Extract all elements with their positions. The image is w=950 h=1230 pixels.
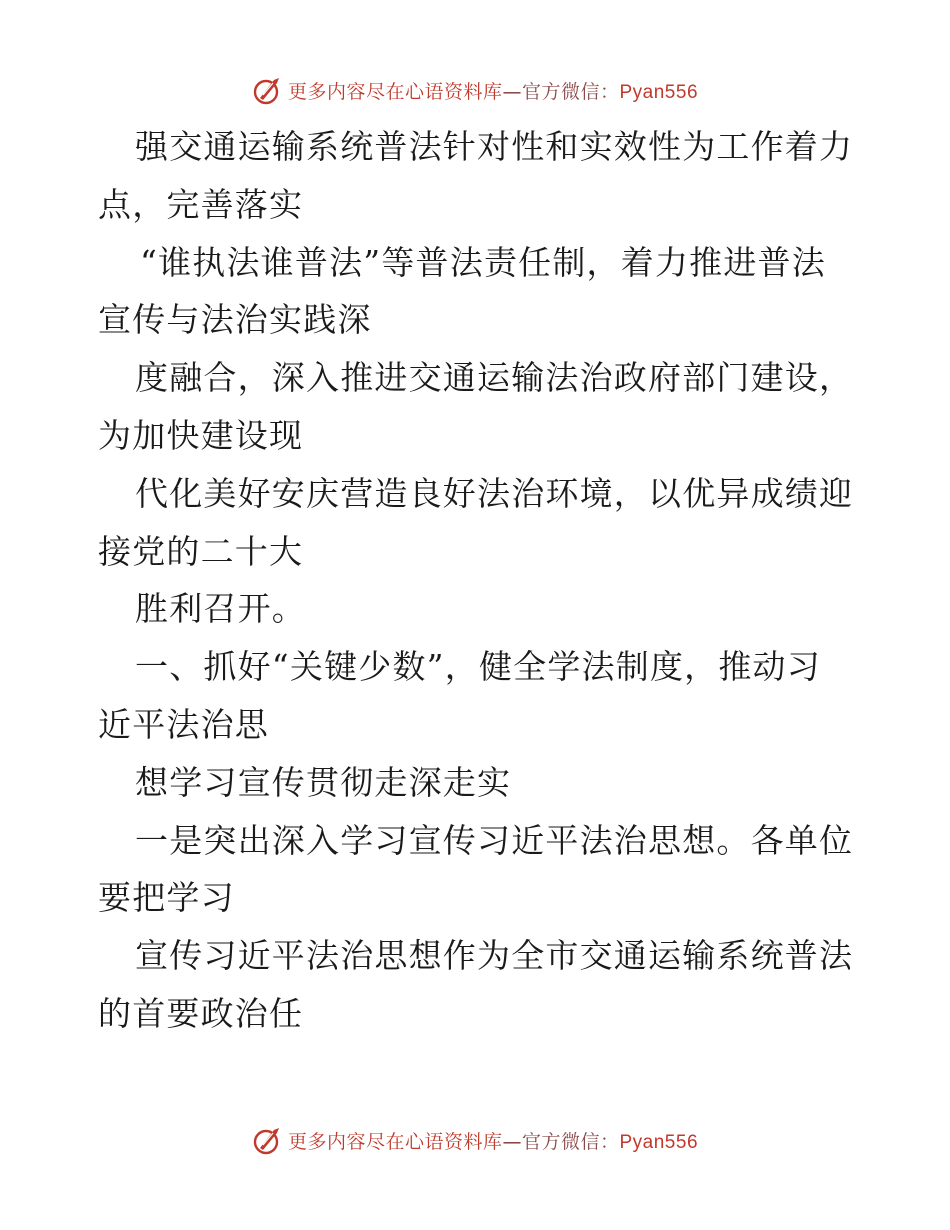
text-line: 的首要政治任 [98,993,304,1033]
text-line: “谁执法谁普法”等普法责任制，着力推进普法 [140,242,826,282]
section-heading-line: 近平法治思 [98,704,269,744]
watermark-text [288,1127,698,1154]
text-line: 强交通运输系统普法针对性和实效性为工作着力 [135,127,854,166]
text-line: 点，完善落实 [98,184,304,224]
document-body [98,118,858,1043]
text-line: 宣传与法治实践深 [98,300,372,340]
text-line: 为加快建设现 [98,415,304,455]
text-line: 度融合，深入推进交通运输法治政府部门建设， [135,358,854,398]
watermark-wechat-label: 官方微信： [521,1130,620,1153]
section-heading-line: 一、抓好“关键少数”，健全学法制度，推动习 [135,647,821,687]
text-line: 一是突出深入学习宣传习近平法治思想。各单位 [135,820,854,860]
section-heading-line: 想学习宣传贯彻走深走实 [135,762,512,802]
text-line: 宣传习近平法治思想作为全市交通运输系统普法 [135,936,854,976]
text-line: 接党的二十大 [98,531,304,571]
watermark-separator: — [502,80,522,103]
watermark-wechat-id: Pyan556 [619,81,699,103]
watermark-separator: — [502,1130,522,1153]
feather-pen-icon [252,74,284,106]
text-line: 要把学习 [98,878,235,918]
footer-watermark [0,1120,950,1160]
watermark-wechat-label: 官方微信： [521,80,620,103]
watermark-site: 更多内容尽在心语资料库 [287,80,503,103]
text-line: 胜利召开。 [135,589,306,629]
watermark-site: 更多内容尽在心语资料库 [287,1130,503,1153]
feather-pen-icon [252,1124,284,1156]
watermark-wechat-id: Pyan556 [619,1131,699,1153]
text-line: 代化美好安庆营造良好法治环境，以优异成绩迎 [135,473,854,513]
watermark-text [288,77,698,104]
header-watermark [0,70,950,110]
